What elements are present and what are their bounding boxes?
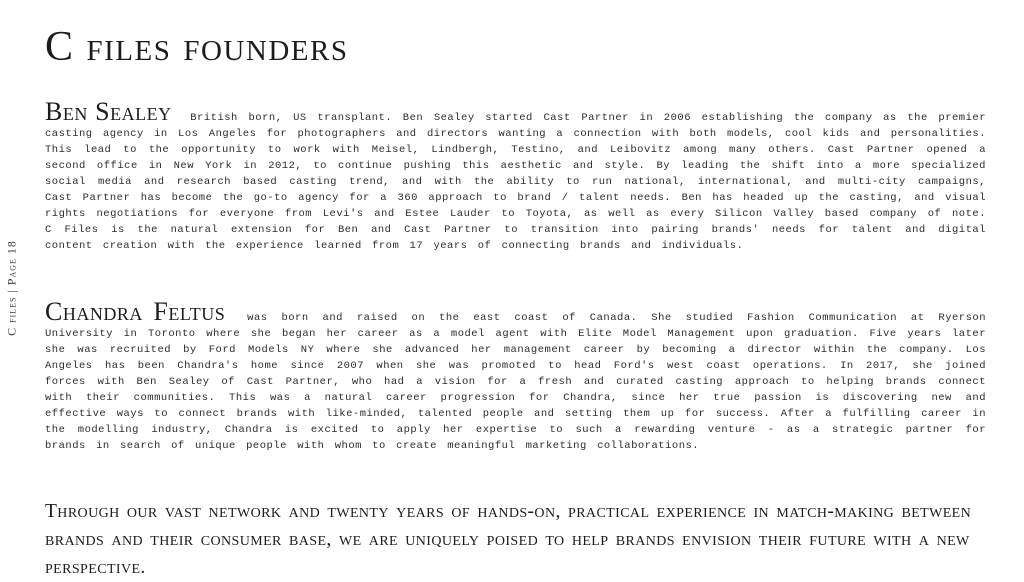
content-area: [45, 0, 986, 582]
page-edge-label: C files | Page 18: [4, 240, 19, 336]
founder-bio-text-chandra-feltus: was born and raised on the east coast of Canada. She studied Fashion Communication at Ryerson University in Toronto where she began her career as a model agent with Elite Model Management upon graduation. Five years later she was recruited by Ford Models NY where she advanced her management career by becoming a director within the company. Los Angeles has been Chandra's home since 2007 when she was promoted to head Ford's west coast operations. In 2017, she joined forces with Ben Sealey of Cast Partner, who had a vision for a fresh and curated casting approach to helping brands connect with their communities. This was a natural career progression for Chandra, since her true passion is discovering new and effective ways to connect brands with like-minded, talented people and setting them up for success. After a fulfilling career in the modelling industry, Chandra is excited to apply her expertise to such a rewarding venture - as a strategic partner for brands in search of unique people with whom to create meaningful marketing collaborations.: [45, 312, 987, 452]
bio-chandra-feltus: [45, 297, 987, 454]
founder-name-ben-sealey: Ben Sealey: [45, 97, 172, 126]
bio-ben-sealey: [45, 97, 986, 254]
page-title: C files founders: [45, 24, 349, 70]
founder-name-chandra-feltus: Chandra Feltus: [45, 297, 226, 326]
founder-bio-text-ben-sealey: British born, US transplant. Ben Sealey started Cast Partner in 2006 establishing the company as the premier casting agency in Los Angeles for photographers and directors wanting a connection with both models, cool kids and personalities. This lead to the opportunity to work with Meisel, Lindbergh, Testino, and Leibovitz among many others. Cast Partner opened a second office in New York in 2012, to continue pushing this aesthetic and style. By leading the shift into a more specialized social media and research based casting trend, and with the ability to run national, international, and multi-city campaigns, Cast Partner has become the go-to agency for a 360 approach to brand / talent needs. Ben has headed up the casting, and visual rights negotiations for everyone from Levi's and Estee Lauder to Toyota, as well as every Silicon Valley based company of note. C Files is the natural extension for Ben and Cast Partner to transition into pairing brands' needs for talent and digital content creation with the experience learned from 17 years of connecting brands and individuals.: [45, 112, 986, 252]
closing-statement: Through our vast network and twenty years of hands-on, practical experience in match-making between brands and their consumer base, we are uniquely poised to help brands envision their future with a new perspective.: [45, 501, 972, 578]
